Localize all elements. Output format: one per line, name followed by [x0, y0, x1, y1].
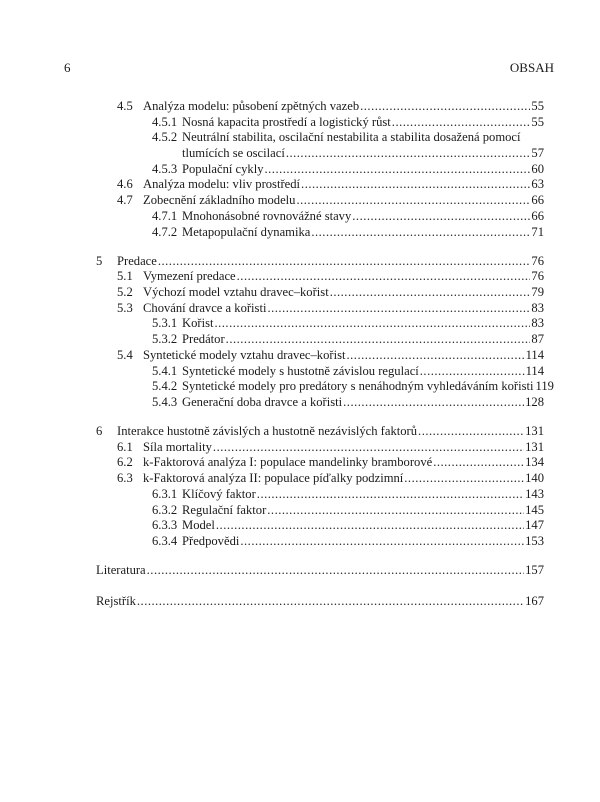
- entry-page: 66: [531, 208, 544, 223]
- toc-entry: [96, 254, 544, 270]
- entry-title: Syntetické modely pro predátory s nenáhodným vyhledáváním kořisti: [182, 379, 534, 394]
- entry-title: Generační doba dravce a kořisti: [182, 394, 343, 409]
- entry-title: Zobecnění základního modelu: [143, 193, 296, 208]
- entry-number: 5.2: [117, 285, 133, 300]
- leader-dots: [404, 471, 524, 487]
- entry-number: 5.4.1: [152, 363, 178, 378]
- leader-dots: [137, 594, 524, 610]
- leader-dots: [286, 146, 531, 162]
- toc-entry: [96, 424, 544, 440]
- entry-page: 76: [531, 269, 544, 284]
- entry-title: Syntetické modely vztahu dravec–kořist: [143, 347, 346, 362]
- leader-dots: [392, 115, 531, 131]
- section-gap: [96, 411, 544, 425]
- entry-title: Predace: [117, 253, 157, 268]
- entry-title: Síla mortality: [143, 439, 212, 454]
- entry-title: Neutrální stabilita, oscilační nestabilita a stabilita dosažená pomocí: [182, 130, 521, 145]
- entry-page: 147: [525, 518, 544, 533]
- toc-entry: [96, 162, 544, 178]
- entry-page: 57: [531, 146, 544, 161]
- entry-number: 4.6: [117, 177, 133, 192]
- toc-entry-continuation: [96, 146, 544, 162]
- entry-page: 143: [525, 486, 544, 501]
- entry-page: 76: [531, 253, 544, 268]
- entry-number: 4.5.3: [152, 161, 178, 176]
- leader-dots: [265, 162, 531, 178]
- toc-entry: [96, 225, 544, 241]
- entry-title: Vymezení predace: [143, 269, 236, 284]
- leader-dots: [301, 177, 530, 193]
- toc-entry: [96, 316, 544, 332]
- toc-entry: [96, 395, 544, 411]
- entry-page: 83: [531, 300, 544, 315]
- entry-title: Chování dravce a kořisti: [143, 300, 267, 315]
- entry-number: 6.3: [117, 471, 133, 486]
- toc-entry: [96, 209, 544, 225]
- entry-page: 87: [531, 332, 544, 347]
- entry-title: Syntetické modely s hustotně závislou regulací: [182, 363, 419, 378]
- entry-title: Metapopulační dynamika: [182, 224, 311, 239]
- entry-title-continued: tlumících se oscilací: [182, 146, 285, 161]
- entry-number: 5: [96, 253, 103, 268]
- leader-dots: [296, 193, 530, 209]
- toc-entry: [96, 503, 544, 519]
- leader-dots: [418, 424, 524, 440]
- entry-page: 119: [535, 379, 554, 394]
- entry-title: Rejstřík: [96, 593, 136, 608]
- leader-dots: [158, 254, 531, 270]
- entry-number: 4.5: [117, 99, 133, 113]
- entry-page: 55: [531, 114, 544, 129]
- entry-number: 4.5.2: [152, 130, 178, 145]
- toc-entry: [96, 193, 544, 209]
- entry-title: Literatura: [96, 563, 146, 578]
- toc-entry: [96, 518, 544, 534]
- table-of-contents: [96, 99, 554, 609]
- entry-title: Předpovědi: [182, 533, 240, 548]
- leader-dots: [343, 395, 524, 411]
- entry-number: 6.1: [117, 439, 133, 454]
- leader-dots: [311, 225, 530, 241]
- entry-page: 55: [531, 99, 544, 113]
- entry-number: 5.4.3: [152, 394, 178, 409]
- entry-title: Analýza modelu: vliv prostředí: [143, 177, 301, 192]
- toc-entry: [96, 563, 544, 579]
- entry-title: Nosná kapacita prostředí a logistický růst: [182, 114, 391, 129]
- section-gap: [96, 550, 544, 564]
- leader-dots: [214, 316, 530, 332]
- entry-page: 79: [531, 285, 544, 300]
- entry-page: 63: [531, 177, 544, 192]
- toc-entry: [96, 594, 544, 610]
- toc-entry: [96, 177, 544, 193]
- leader-dots: [216, 518, 524, 534]
- entry-number: 6.3.4: [152, 533, 178, 548]
- toc-entry: [96, 99, 544, 115]
- leader-dots: [226, 332, 531, 348]
- toc-entry: [96, 332, 544, 348]
- toc-entry: [96, 440, 544, 456]
- entry-page: 66: [531, 193, 544, 208]
- leader-dots: [352, 209, 530, 225]
- entry-page: 157: [525, 563, 544, 578]
- entry-page: 71: [531, 224, 544, 239]
- toc-entry: [96, 301, 544, 317]
- leader-dots: [360, 99, 530, 115]
- entry-title: Výchozí model vztahu dravec–kořist: [143, 285, 329, 300]
- toc-entry: [96, 364, 544, 380]
- entry-title: Regulační faktor: [182, 502, 267, 517]
- entry-number: 5.3.1: [152, 316, 178, 331]
- toc-entry: [96, 471, 544, 487]
- entry-number: 6.3.2: [152, 502, 178, 517]
- leader-dots: [267, 301, 530, 317]
- entry-page: 83: [531, 316, 544, 331]
- entry-title: Mnohonásobné rovnovážné stavy: [182, 208, 352, 223]
- entry-number: 5.1: [117, 269, 133, 284]
- entry-title: Analýza modelu: působení zpětných vazeb: [143, 99, 360, 113]
- entry-page: 128: [525, 394, 544, 409]
- entry-number: 6.2: [117, 455, 133, 470]
- entry-title: Predátor: [182, 332, 225, 347]
- entry-page: 131: [525, 424, 544, 439]
- entry-title: k-Faktorová analýza II: populace píďalky podzimní: [143, 471, 404, 486]
- leader-dots: [433, 455, 524, 471]
- entry-page: 131: [525, 439, 544, 454]
- entry-number: 4.7.1: [152, 208, 178, 223]
- section-gap: [96, 240, 544, 254]
- running-header: OBSAH: [509, 60, 554, 75]
- section-gap: [96, 579, 544, 594]
- entry-number: 5.3.2: [152, 332, 178, 347]
- entry-page: 134: [525, 455, 544, 470]
- leader-dots: [147, 563, 524, 579]
- entry-page: 114: [525, 363, 544, 378]
- leader-dots: [330, 285, 531, 301]
- entry-page: 114: [525, 347, 544, 362]
- leader-dots: [237, 269, 531, 285]
- leader-dots: [347, 348, 525, 364]
- entry-number: 6.3.1: [152, 486, 178, 501]
- toc-entry: [96, 269, 544, 285]
- entry-title: k-Faktorová analýza I: populace mandelinky bramborové: [143, 455, 433, 470]
- toc-entry: [96, 487, 544, 503]
- entry-page: 140: [525, 471, 544, 486]
- entry-number: 4.7.2: [152, 224, 178, 239]
- entry-page: 153: [525, 533, 544, 548]
- entry-number: 5.4.2: [152, 379, 178, 394]
- leader-dots: [267, 503, 524, 519]
- entry-number: 6: [96, 424, 103, 439]
- entry-number: 5.3: [117, 300, 133, 315]
- entry-title: Interakce hustotně závislých a hustotně nezávislých faktorů: [117, 424, 418, 439]
- entry-number: 6.3.3: [152, 518, 178, 533]
- toc-entry: [96, 348, 544, 364]
- toc-entry: [96, 115, 544, 131]
- toc-entry: [96, 379, 554, 395]
- page-number: 6: [64, 60, 71, 75]
- entry-page: 167: [525, 593, 544, 608]
- entry-number: 5.4: [117, 347, 133, 362]
- entry-title: Model: [182, 518, 215, 533]
- leader-dots: [420, 364, 525, 380]
- leader-dots: [213, 440, 524, 456]
- toc-entry: [96, 285, 544, 301]
- toc-entry: [96, 130, 544, 146]
- toc-entry: [96, 534, 544, 550]
- entry-page: 60: [531, 161, 544, 176]
- entry-number: 4.5.1: [152, 114, 178, 129]
- entry-title: Populační cykly: [182, 161, 264, 176]
- entry-title: Kořist: [182, 316, 214, 331]
- entry-number: 4.7: [117, 193, 133, 208]
- leader-dots: [240, 534, 524, 550]
- toc-entry: [96, 455, 544, 471]
- entry-page: 145: [525, 502, 544, 517]
- leader-dots: [257, 487, 524, 503]
- entry-title: Klíčový faktor: [182, 486, 256, 501]
